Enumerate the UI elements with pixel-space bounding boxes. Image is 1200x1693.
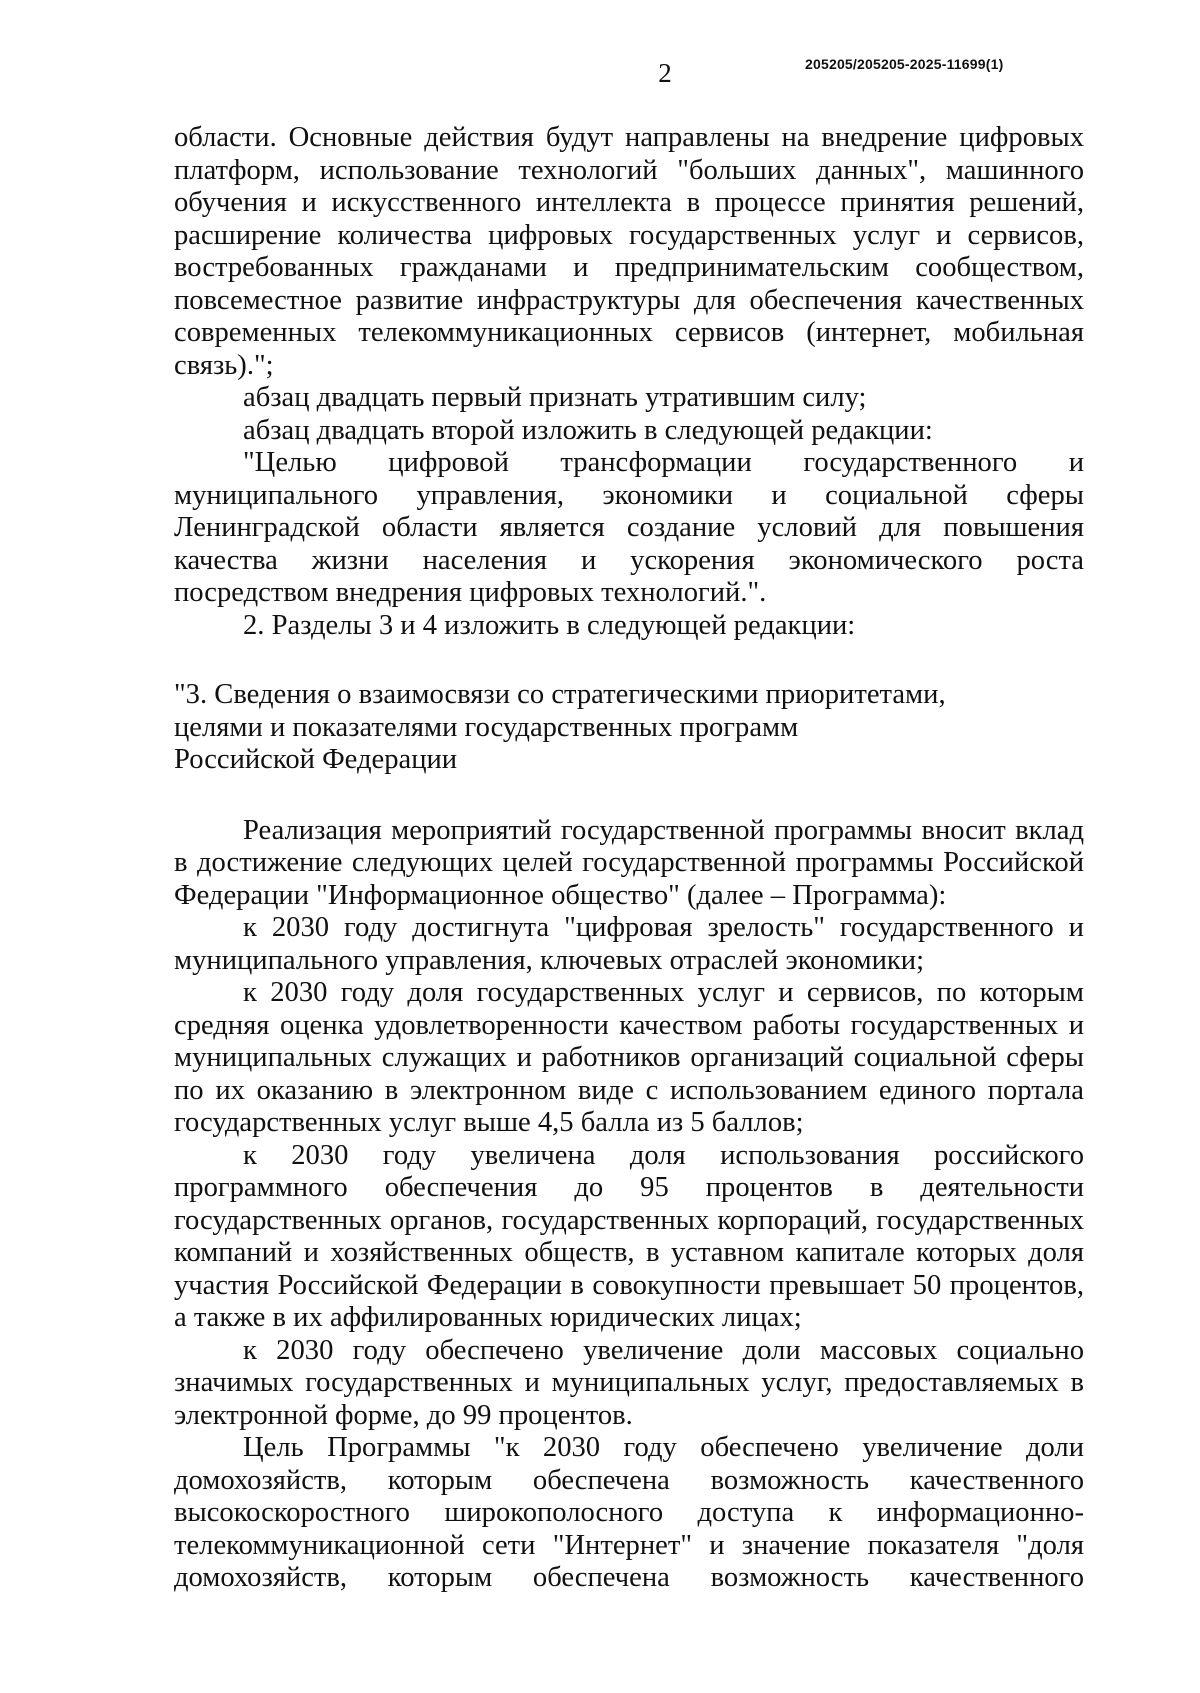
body-text [174, 122, 1084, 1595]
section-heading-line: целями и показателями государственных программ [174, 711, 799, 743]
paragraph: Реализация мероприятий государственной программы вносит вклад в достижение следующих целей государственной программы Российской Федерации "Информационное общество" (далее – Программа): [174, 814, 1084, 911]
paragraph: абзац двадцать второй изложить в следующей редакции: [243, 414, 933, 446]
paragraph-continuation: области. Основные действия будут направлены на внедрение цифровых платформ, использование технологий "больших данных", машинного обучения и искусственного интеллекта в процессе принятия решений, расширение количества цифровых государственных услуг и сервисов, востребованных гражданами и предпринимательским сообществом, повсеместное развитие инфраструктуры для обеспечения качественных современных телекоммуникационных сервисов (интернет, мобильная связь)."; [174, 122, 1084, 381]
paragraph: абзац двадцать первый признать утратившим силу; [243, 382, 867, 413]
spacer [174, 642, 1084, 679]
document-id: 205205/205205-2025-11699(1) [805, 56, 1004, 72]
paragraph-quote: "Целью цифровой трансформации государственного и муниципального управления, экономики и социальной сферы Ленинградской области является создание условий для повышения качества жизни населения и ускорения экономического роста посредством внедрения цифровых технологий.". [174, 447, 1084, 608]
section-heading-line: Российской Федерации [174, 744, 458, 775]
list-item: к 2030 году увеличена доля использования российского программного обеспечения до 95 процентов в деятельности государственных органов, государственных корпораций, государственных компаний и хозяйственных обществ, в уставном капитале которых доля участия Российской Федерации в совокупности превышает 50 процентов, а также в их аффилированных юридических лицах; [174, 1139, 1084, 1333]
section-heading [174, 679, 1084, 777]
section-heading-line: "3. Сведения о взаимосвязи со стратегическими приоритетами, [174, 679, 946, 710]
paragraph: Цель Программы "к 2030 году обеспечено увеличение доли домохозяйств, которым обеспечена возможность качественного высокоскоростного широкополосного доступа к информационно-телекоммуникационной сети "Интернет" и значение показателя "доля домохозяйств, которым обеспечена возможность качественного [174, 1432, 1084, 1593]
list-item: к 2030 году достигнута "цифровая зрелость" государственного и муниципального управления, ключевых отраслей экономики; [174, 912, 1084, 976]
list-item: к 2030 году доля государственных услуг и сервисов, по которым средняя оценка удовлетворенности качеством работы государственных и муниципальных служащих и работников организаций социальной сферы по их оказанию в электронном виде с использованием единого портала государственных услуг выше 4,5 балла из 5 баллов; [174, 977, 1084, 1138]
spacer [174, 777, 1084, 815]
paragraph: 2. Разделы 3 и 4 изложить в следующей редакции: [243, 609, 856, 641]
page-number: 2 [658, 58, 672, 88]
list-item: к 2030 году обеспечено увеличение доли массовых социально значимых государственных и муниципальных услуг, предоставляемых в электронной форме, до 99 процентов. [174, 1334, 1084, 1431]
